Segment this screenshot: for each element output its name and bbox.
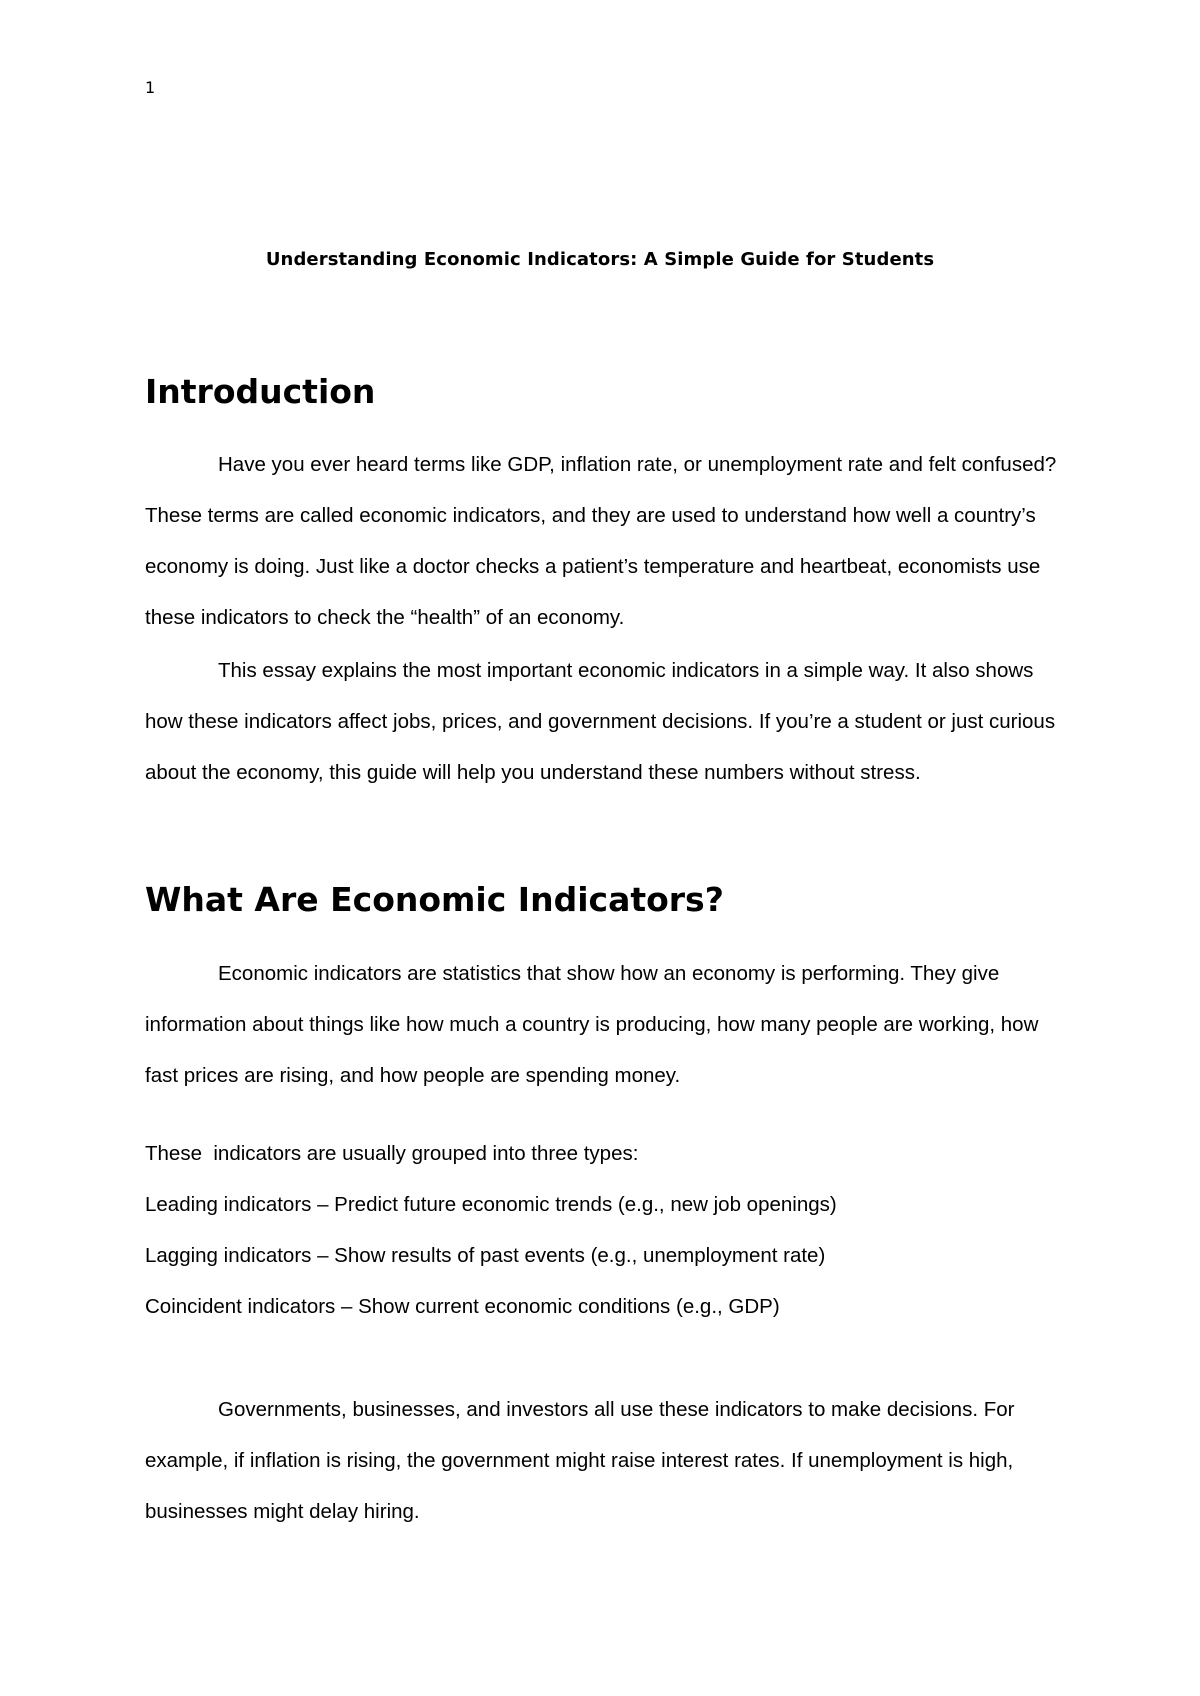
document-title: Understanding Economic Indicators: A Simple Guide for Students	[265, 249, 935, 270]
what-are-paragraph-1: Economic indicators are statistics that show how an economy is performing. They give information about things like how much a country is producing, how many people are working, how fast prices are rising, and how people are spending money.	[145, 962, 1039, 1087]
what-are-paragraph-2: Governments, businesses, and investors all use these indicators to make decisions. For example, if inflation is rising, the government might raise interest rates. If unemployment is high, businesses might delay hiring.	[145, 1398, 1015, 1523]
introduction-paragraph-2: This essay explains the most important economic indicators in a simple way. It also shows how these indicators affect jobs, prices, and government decisions. If you’re a student or just curious about the economy, this guide will help you understand these numbers without stress.	[145, 659, 1056, 784]
indicator-type-lagging: Lagging indicators – Show results of past events (e.g., unemployment rate)	[145, 1244, 826, 1267]
heading-what-are-economic-indicators: What Are Economic Indicators?	[145, 880, 724, 919]
page-number: 1	[145, 78, 156, 97]
introduction-paragraph-1: Have you ever heard terms like GDP, inflation rate, or unemployment rate and felt confused? These terms are called economic indicators, and they are used to understand how well a country’s economy is doing. Just like a doctor checks a patient’s temperature and heartbeat, economists use these indicators to check the “health” of an economy.	[145, 453, 1057, 629]
heading-introduction: Introduction	[145, 372, 376, 411]
indicator-types-list	[145, 1128, 1065, 1332]
indicator-type-leading: Leading indicators – Predict future economic trends (e.g., new job openings)	[145, 1193, 837, 1216]
indicator-type-coincident: Coincident indicators – Show current economic conditions (e.g., GDP)	[145, 1295, 780, 1318]
indicator-types-intro: These indicators are usually grouped into three types:	[145, 1142, 639, 1165]
